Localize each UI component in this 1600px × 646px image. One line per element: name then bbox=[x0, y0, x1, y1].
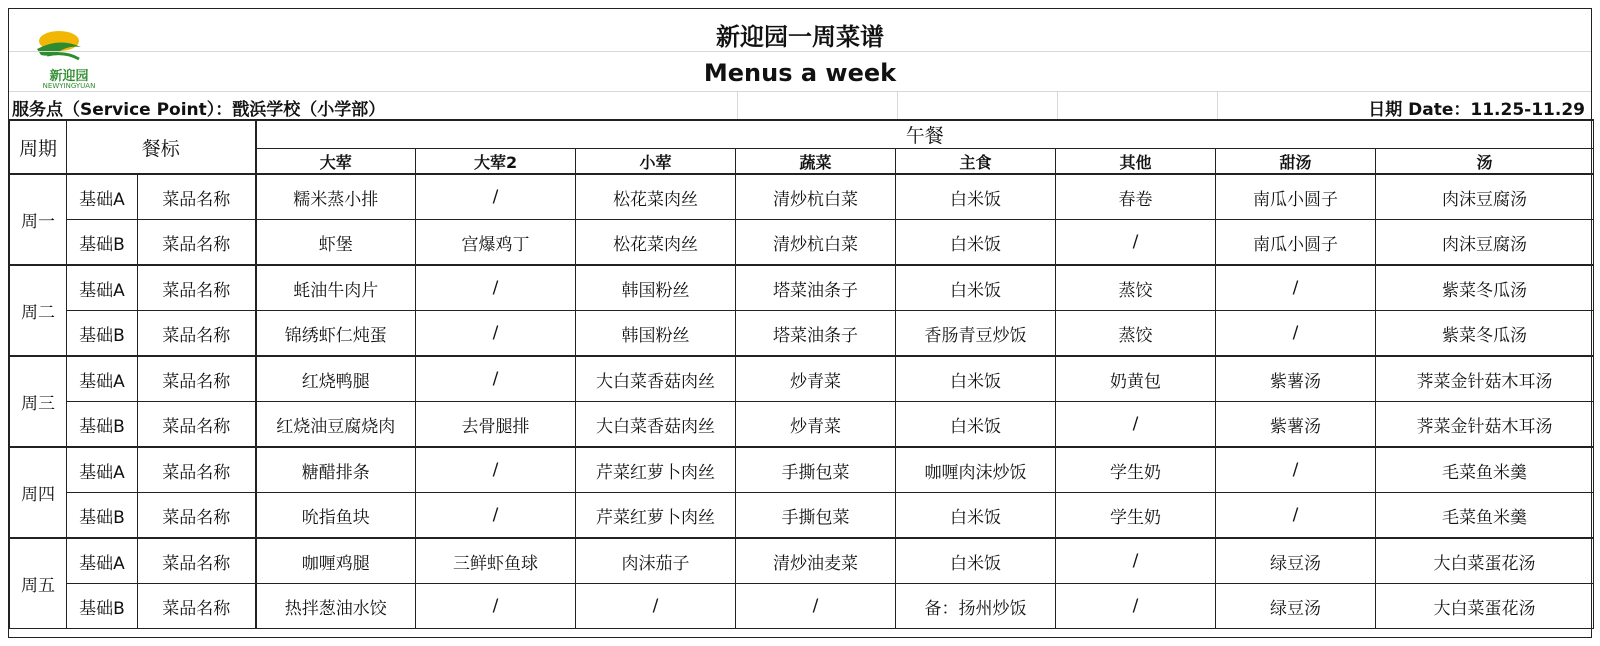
dish-cell: 咖喱肉沫炒饭 bbox=[896, 447, 1056, 493]
dish-cell: 南瓜小圆子 bbox=[1216, 174, 1376, 220]
dish-cell: / bbox=[416, 265, 576, 311]
table-row bbox=[10, 311, 1594, 357]
menu-table bbox=[9, 119, 1594, 629]
dish-cell: 大白菜香菇肉丝 bbox=[576, 402, 736, 448]
dish-cell: 清炒油麦菜 bbox=[736, 538, 896, 584]
dish-cell: / bbox=[416, 584, 576, 629]
item-label-cell: 菜品名称 bbox=[138, 538, 256, 584]
item-label-cell: 菜品名称 bbox=[138, 356, 256, 402]
dish-cell: 肉沫豆腐汤 bbox=[1376, 174, 1594, 220]
level-cell: 基础B bbox=[67, 584, 138, 629]
dish-cell: / bbox=[1056, 402, 1216, 448]
dish-cell: 韩国粉丝 bbox=[576, 311, 736, 357]
dish-cell: 炒青菜 bbox=[736, 402, 896, 448]
dish-cell: 松花菜肉丝 bbox=[576, 220, 736, 266]
dish-cell: 吮指鱼块 bbox=[256, 493, 416, 539]
item-label-cell: 菜品名称 bbox=[138, 174, 256, 220]
day-cell: 周二 bbox=[10, 265, 67, 356]
dish-cell: 塔菜油条子 bbox=[736, 311, 896, 357]
service-point: 服务点（Service Point）：戬浜学校（小学部） bbox=[12, 100, 386, 120]
dish-cell: 韩国粉丝 bbox=[576, 265, 736, 311]
dish-cell: / bbox=[736, 584, 896, 629]
item-label-cell: 菜品名称 bbox=[138, 493, 256, 539]
dish-cell: 蚝油牛肉片 bbox=[256, 265, 416, 311]
dish-cell: 奶黄包 bbox=[1056, 356, 1216, 402]
dish-cell: / bbox=[416, 356, 576, 402]
dish-cell: 手撕包菜 bbox=[736, 447, 896, 493]
date-range: 日期 Date：11.25-11.29 bbox=[1368, 100, 1585, 120]
dish-cell: 绿豆汤 bbox=[1216, 584, 1376, 629]
table-row bbox=[10, 538, 1594, 584]
item-label-cell: 菜品名称 bbox=[138, 220, 256, 266]
page-title-en: Menus a week bbox=[703, 59, 897, 87]
column-header: 蔬菜 bbox=[736, 149, 896, 175]
dish-cell: 白米饭 bbox=[896, 265, 1056, 311]
dish-cell: 毛菜鱼米羹 bbox=[1376, 493, 1594, 539]
item-label-cell: 菜品名称 bbox=[138, 311, 256, 357]
dish-cell: 肉沫豆腐汤 bbox=[1376, 220, 1594, 266]
dish-cell: 蒸饺 bbox=[1056, 265, 1216, 311]
page-title-zh: 新迎园一周菜谱 bbox=[716, 23, 884, 51]
dish-cell: / bbox=[1056, 220, 1216, 266]
dish-cell: 大白菜蛋花汤 bbox=[1376, 538, 1594, 584]
item-label-cell: 菜品名称 bbox=[138, 447, 256, 493]
dish-cell: 南瓜小圆子 bbox=[1216, 220, 1376, 266]
dish-cell: 白米饭 bbox=[896, 220, 1056, 266]
dish-cell: 肉沫茄子 bbox=[576, 538, 736, 584]
dish-cell: 香肠青豆炒饭 bbox=[896, 311, 1056, 357]
table-row bbox=[10, 493, 1594, 539]
dish-cell: 学生奶 bbox=[1056, 493, 1216, 539]
dish-cell: 紫菜冬瓜汤 bbox=[1376, 265, 1594, 311]
item-label-cell: 菜品名称 bbox=[138, 402, 256, 448]
dish-cell: 荠菜金针菇木耳汤 bbox=[1376, 402, 1594, 448]
level-cell: 基础A bbox=[67, 265, 138, 311]
dish-cell: / bbox=[1216, 493, 1376, 539]
dish-cell: 塔菜油条子 bbox=[736, 265, 896, 311]
table-row bbox=[10, 174, 1594, 220]
column-header: 汤 bbox=[1376, 149, 1594, 175]
column-header: 主食 bbox=[896, 149, 1056, 175]
column-header: 大荤2 bbox=[416, 149, 576, 175]
level-cell: 基础B bbox=[67, 493, 138, 539]
dish-cell: 紫薯汤 bbox=[1216, 356, 1376, 402]
item-label-cell: 菜品名称 bbox=[138, 584, 256, 629]
dish-cell: 大白菜蛋花汤 bbox=[1376, 584, 1594, 629]
dish-cell: 锦绣虾仁炖蛋 bbox=[256, 311, 416, 357]
column-header: 甜汤 bbox=[1216, 149, 1376, 175]
dish-cell: 备：扬州炒饭 bbox=[896, 584, 1056, 629]
table-row bbox=[10, 356, 1594, 402]
dish-cell: 紫薯汤 bbox=[1216, 402, 1376, 448]
header-label: 餐标 bbox=[67, 120, 256, 174]
menu-sheet bbox=[8, 8, 1592, 638]
dish-cell: 白米饭 bbox=[896, 356, 1056, 402]
dish-cell: / bbox=[576, 584, 736, 629]
dish-cell: / bbox=[416, 447, 576, 493]
dish-cell: 蒸饺 bbox=[1056, 311, 1216, 357]
dish-cell: 手撕包菜 bbox=[736, 493, 896, 539]
dish-cell: 芹菜红萝卜肉丝 bbox=[576, 493, 736, 539]
dish-cell: / bbox=[1056, 584, 1216, 629]
column-header: 小荤 bbox=[576, 149, 736, 175]
dish-cell: / bbox=[416, 493, 576, 539]
dish-cell: / bbox=[416, 311, 576, 357]
column-header: 其他 bbox=[1056, 149, 1216, 175]
dish-cell: 毛菜鱼米羹 bbox=[1376, 447, 1594, 493]
level-cell: 基础B bbox=[67, 402, 138, 448]
dish-cell: / bbox=[1216, 265, 1376, 311]
dish-cell: 宫爆鸡丁 bbox=[416, 220, 576, 266]
dish-cell: 去骨腿排 bbox=[416, 402, 576, 448]
column-header: 大荤 bbox=[256, 149, 416, 175]
dish-cell: 学生奶 bbox=[1056, 447, 1216, 493]
dish-cell: 虾堡 bbox=[256, 220, 416, 266]
table-row bbox=[10, 584, 1594, 629]
dish-cell: 清炒杭白菜 bbox=[736, 220, 896, 266]
dish-cell: / bbox=[1216, 447, 1376, 493]
dish-cell: 春卷 bbox=[1056, 174, 1216, 220]
level-cell: 基础A bbox=[67, 174, 138, 220]
day-cell: 周四 bbox=[10, 447, 67, 538]
level-cell: 基础A bbox=[67, 356, 138, 402]
dish-cell: / bbox=[416, 174, 576, 220]
header-day: 周期 bbox=[10, 120, 67, 174]
day-cell: 周五 bbox=[10, 538, 67, 629]
dish-cell: 热拌葱油水饺 bbox=[256, 584, 416, 629]
table-row bbox=[10, 265, 1594, 311]
dish-cell: 白米饭 bbox=[896, 538, 1056, 584]
day-cell: 周一 bbox=[10, 174, 67, 265]
level-cell: 基础B bbox=[67, 311, 138, 357]
dish-cell: 咖喱鸡腿 bbox=[256, 538, 416, 584]
level-cell: 基础A bbox=[67, 447, 138, 493]
dish-cell: 三鲜虾鱼球 bbox=[416, 538, 576, 584]
header-meal: 午餐 bbox=[256, 120, 1594, 149]
dish-cell: 芹菜红萝卜肉丝 bbox=[576, 447, 736, 493]
dish-cell: 荠菜金针菇木耳汤 bbox=[1376, 356, 1594, 402]
logo-text-en: NEWYINGYUAN bbox=[42, 82, 96, 90]
table-row bbox=[10, 220, 1594, 266]
dish-cell: 松花菜肉丝 bbox=[576, 174, 736, 220]
logo-text-zh: 新迎园 bbox=[49, 69, 89, 84]
dish-cell: 白米饭 bbox=[896, 174, 1056, 220]
dish-cell: 红烧油豆腐烧肉 bbox=[256, 402, 416, 448]
table-row bbox=[10, 402, 1594, 448]
dish-cell: 糖醋排条 bbox=[256, 447, 416, 493]
dish-cell: 糯米蒸小排 bbox=[256, 174, 416, 220]
day-cell: 周三 bbox=[10, 356, 67, 447]
dish-cell: 大白菜香菇肉丝 bbox=[576, 356, 736, 402]
table-row bbox=[10, 447, 1594, 493]
item-label-cell: 菜品名称 bbox=[138, 265, 256, 311]
dish-cell: / bbox=[1056, 538, 1216, 584]
dish-cell: 清炒杭白菜 bbox=[736, 174, 896, 220]
dish-cell: 白米饭 bbox=[896, 402, 1056, 448]
dish-cell: 白米饭 bbox=[896, 493, 1056, 539]
dish-cell: 炒青菜 bbox=[736, 356, 896, 402]
dish-cell: 紫菜冬瓜汤 bbox=[1376, 311, 1594, 357]
dish-cell: 绿豆汤 bbox=[1216, 538, 1376, 584]
level-cell: 基础B bbox=[67, 220, 138, 266]
dish-cell: 红烧鸭腿 bbox=[256, 356, 416, 402]
dish-cell: / bbox=[1216, 311, 1376, 357]
level-cell: 基础A bbox=[67, 538, 138, 584]
